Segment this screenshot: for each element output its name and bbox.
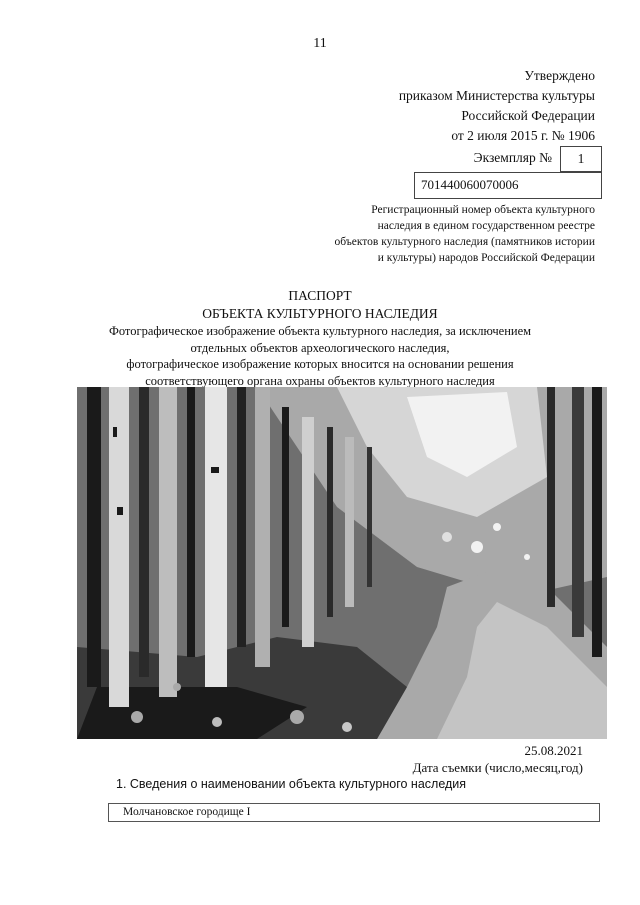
photo-date-caption: Дата съемки (число,месяц,год) (412, 760, 583, 775)
registration-caption-line: Регистрационный номер объекта культурного (371, 204, 595, 216)
registration-caption-line: объектов культурного наследия (памятников истории (334, 236, 595, 248)
passport-heading (0, 287, 640, 389)
approval-line: от 2 июля 2015 г. № 1906 (451, 128, 595, 143)
photo-description-line: Фотографическое изображение объекта культурного наследия, за исключением (108, 324, 532, 338)
approval-line: приказом Министерства культуры (398, 88, 595, 103)
copy-number-value: 1 (560, 146, 602, 172)
document-title: ПАСПОРТ (288, 288, 352, 303)
photo-description-line: фотографическое изображение которых вносится на основании решения (126, 357, 514, 371)
photo-description-line: отдельных объектов археологического наследия, (190, 340, 450, 355)
approval-line: Утверждено (524, 68, 595, 83)
copy-number-label: Экземпляр № (473, 150, 552, 165)
registration-caption-line: и культуры) народов Российской Федерации (377, 252, 595, 264)
photo-description-line: соответствующего органа охраны объектов культурного наследия (145, 373, 495, 388)
heritage-photo (77, 387, 607, 739)
section-1-title: 1. Сведения о наименовании объекта культурного наследия (116, 777, 467, 791)
registration-number-field: 701440060070006 (414, 172, 602, 199)
heritage-name-field: Молчановское городище I (108, 803, 600, 822)
approval-block (399, 66, 595, 146)
registration-caption (265, 202, 595, 266)
page-number: 11 (313, 36, 327, 51)
photo-date: 25.08.2021 (524, 743, 583, 758)
registration-caption-line: наследия в едином государственном реестре (377, 220, 595, 232)
document-subtitle: ОБЪЕКТА КУЛЬТУРНОГО НАСЛЕДИЯ (202, 306, 438, 321)
copy-number-row (380, 146, 602, 172)
approval-line: Российской Федерации (461, 108, 595, 123)
forest-photo-image (77, 387, 607, 739)
